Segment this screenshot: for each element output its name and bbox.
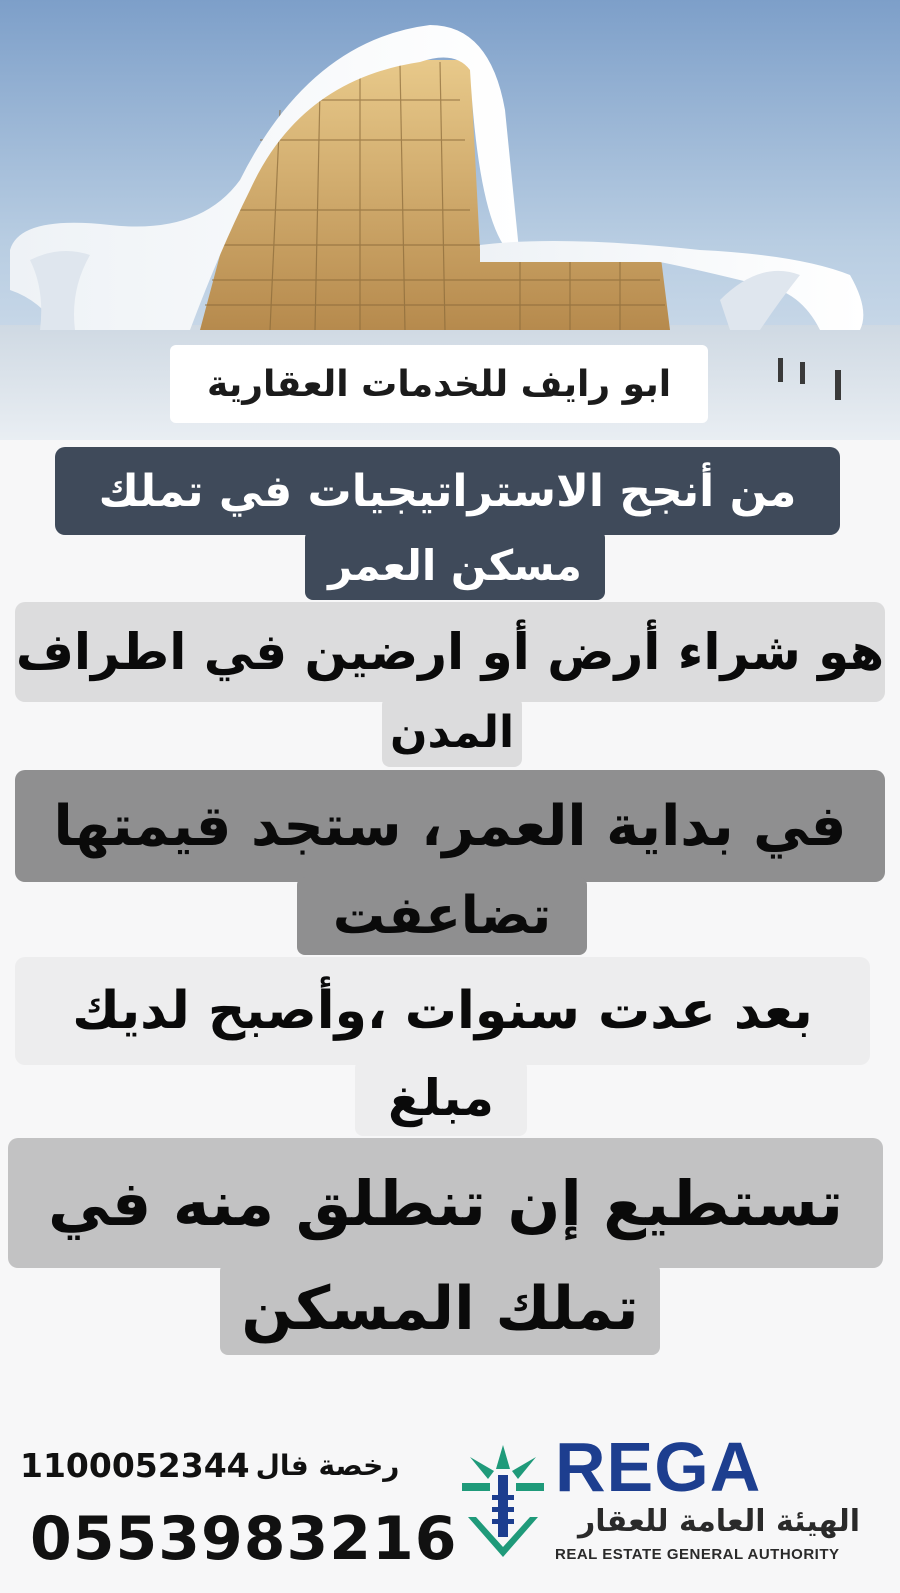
slab-3-line-1: في بداية العمر، ستجد قيمتها: [15, 770, 885, 882]
license-number: 1100052344: [20, 1445, 250, 1485]
phone-number[interactable]: 0553983216: [30, 1504, 458, 1574]
brand-name: ابو رايف للخدمات العقارية: [206, 363, 672, 405]
rega-arabic-name: الهيئة العامة للعقار: [577, 1504, 860, 1539]
slab-5-line-1: تستطيع إن تنطلق منه في: [8, 1138, 883, 1268]
brand-name-tag: [170, 345, 708, 423]
slab-3-line-2: تضاعفت: [297, 877, 587, 955]
slab-4-line-1: بعد عدت سنوات ،وأصبح لديك: [15, 957, 870, 1065]
slab-2-line-2: المدن: [382, 697, 522, 767]
slab-4-line-2: مبلغ: [355, 1060, 527, 1136]
slab-1-line-1: من أنجح الاستراتيجيات في تملك: [55, 447, 840, 535]
rega-logo-icon: [458, 1435, 548, 1565]
rega-wordmark: REGA: [555, 1428, 762, 1506]
license-info: [20, 1442, 440, 1488]
license-label: رخصة فال: [255, 1448, 400, 1482]
slab-2-line-1: هو شراء أرض أو ارضين في اطراف: [15, 602, 885, 702]
slab-5-line-2: تملك المسكن: [220, 1263, 660, 1355]
rega-english-name: REAL ESTATE GENERAL AUTHORITY: [555, 1546, 840, 1563]
slab-1-line-2: مسكن العمر: [305, 530, 605, 600]
